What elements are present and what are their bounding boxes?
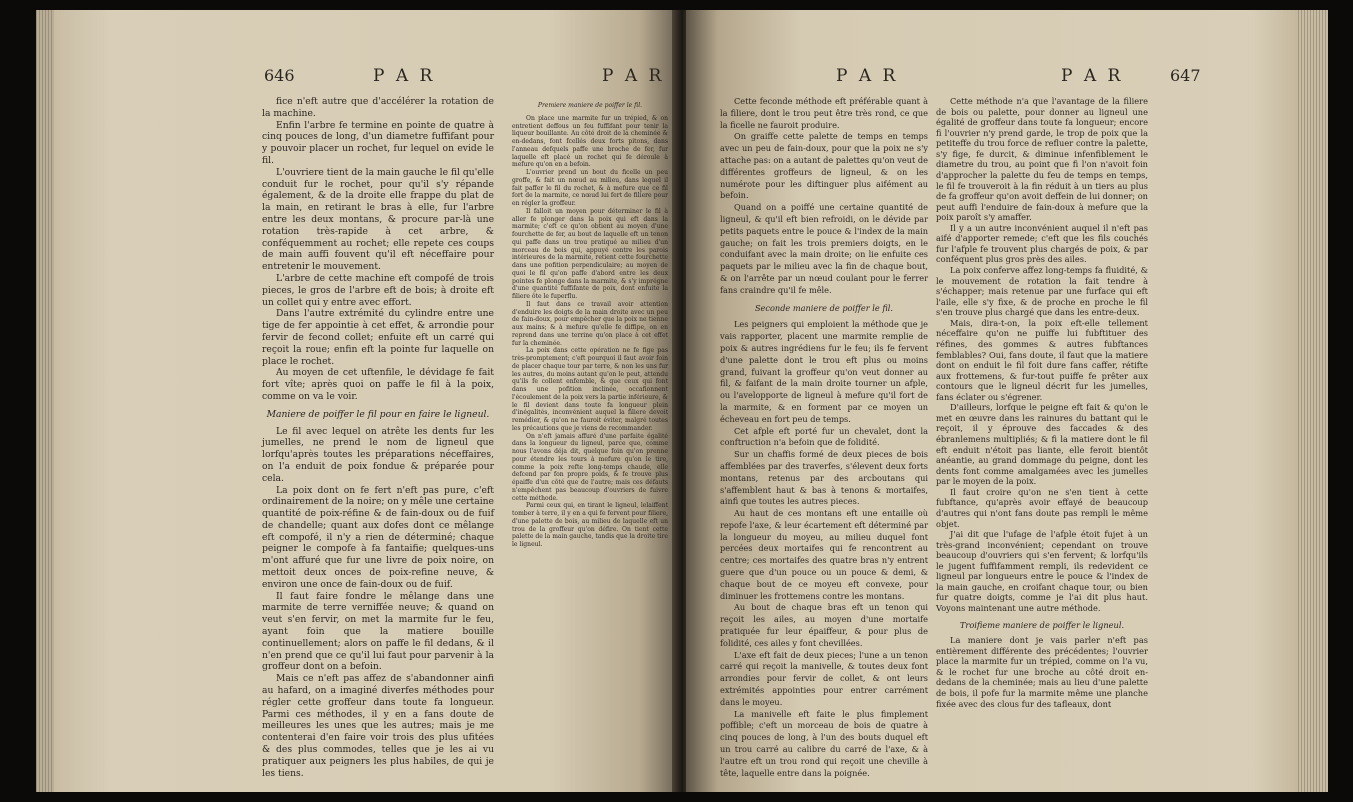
right-column-1 [720,96,928,779]
paragraph: La poix dans cette opération ne fe fige pas très-promptement; c'eft pourquoi il faut avoir foin de placer chaque tour par terre, & non les uns fur les autres, du moins autant qu'on le peut, attendu qu'ils fe collent enfemble, & que ceux qui font dans une pofition inclinée, occafionnent l'écoulement de la poix vers la partie inférieure, & le fil devient dans toute fa longueur plein d'inégalités, inconvénient auquel la filiere devoit remédier, & qu'on ne fauroit éviter, malgré toutes les précautions que je viens de recommander. [512,347,668,432]
open-book [36,10,1328,792]
paragraph: Cette feconde méthode eft préférable quant à la filiere, dont le trou peut être très rond, ce que la ficelle ne fauroit produire. [720,96,928,130]
paragraph: Il y a un autre inconvénient auquel il n'eft pas aifé d'apporter remede; c'eft que les fils couchés fur l'afple fe trouvent plus chargés de poix, & par conféquent plus gros près des ailes. [936,222,1148,265]
paragraph: L'ouvriere tient de la main gauche le fil qu'elle conduit fur le rochet, pour qu'il s'y répande également, & de la droite elle frappe du plat de la main, en retirant le bras à elle, fur l'arbre entre les deux montans, & procure par-là une rotation très-rapide à cet arbre, & conféquemment au rochet; elle repete ces coups de main auffi fouvent qu'il eft néceffaire pour entretenir le mouvement. [262,166,494,273]
paragraph: On graiffe cette palette de temps en temps avec un peu de fain-doux, pour que la poix ne s'y attache pas: on a autant de palettes qu'on veut de différentes groffeurs de ligneul, & on les numérote pour les diftinguer plus aifément au befoin. [720,131,928,201]
left-running-head [76,66,676,92]
paragraph: Il faut croire qu'on ne s'en tient à cette fubftance, qu'après avoir effayé de beaucoup d'autres qui n'ont fans doute pas rempli le même objet. [936,486,1148,529]
left-page-number: 646 [264,66,295,85]
paragraph: Les peigners qui emploient la méthode que je vais rapporter, placent une marmite remplie de poix & autres ingrédiens fur le feu; ils fe fervent d'une palette dont le trou eft plus ou moins grand, fuivant la groffeur qu'on veut donner au fil, & faifant de la main droite tourner un afple, ou l'avelopporte de ligneul à mefure qu'il fort de la marmite, & en forment par ce moyen un écheveau en fort peu de temps. [720,319,928,424]
right-page-edge [1298,10,1328,792]
left-column-1 [262,96,494,779]
paragraph: Il faut dans ce travail avoir attention d'enduire les doigts de la main droite avec un peu de fain-doux, pour empêcher que la poix ne tienne aux mains; & à mefure qu'elle fe diffipe, on en reprend dans une terrine qu'on place à cet effet fur la cheminée. [512,300,668,347]
section-heading: Maniere de poiffer le fil pour en faire le ligneul. [266,408,490,420]
right-head-right: P A R [1061,66,1124,86]
paragraph: Parmi ceux qui, en tirant le ligneul, lelaiffent tomber à terre, il y en a qui fe fervent pour filiere, d'une palette de bois, au milieu de laquelle eft un trou de la groffeur qu'on défire. On tient cette palette de la main gauche, tandis que la droite tire le ligneul. [512,502,668,548]
right-head-left: P A R [836,66,899,86]
paragraph: L'arbre de cette machine eft compofé de trois pieces, le gros de l'arbre eft de bois; à droite eft un collet qui y entre avec effort. [262,272,494,308]
paragraph: Mais, dira-t-on, la poix eft-elle tellement néceffaire qu'on ne puiffe lui fubftituer des réfines, des gommes & autres fubftances femblables? Oui, fans doute, il faut que la matiere dont on enduit le fil foit dure fans caffer, rétifte aux frottemens, & fur-tout puiffe fe prêter aux contours que le ligneul décrit fur les jumelles, fans éclater ou s'égrener. [936,317,1148,402]
paragraph: Quand on a poiffé une certaine quantité de ligneul, & qu'il eft bien refroidi, on le dévide par petits paquets entre le pouce & l'index de la main gauche; on fait les trois premiers doigts, en le conduifant avec la main droite; on lie enfuite ces paquets par le milieu avec la fin de chaque bout, & on l'arrête par un nœud coulant pour le ferrer fans craindre qu'il fe mêle. [720,202,928,295]
paragraph: Le fil avec lequel on atrête les dents fur les jumelles, ne prend le nom de ligneul que lorfqu'après toutes les préparations néceffaires, on l'a enduit de poix fondue & préparée pour cela. [262,425,494,484]
paragraph: Au bout de chaque bras eft un tenon qui reçoit les ailes, au moyen d'une mortaife pratiquée fur leur épaiffeur, & pour plus de folidité, ces ailes y font chevillées. [720,602,928,648]
paragraph: Il faut faire fondre le mêlange dans une marmite de terre verniffée neuve; & quand on veut s'en fervir, on met la marmite fur le feu, ayant foin que la matiere bouille continuellement; alors on paffe le fil dedans, & il n'en prend que ce qu'il lui faut pour parvenir à la groffeur dont on a befoin. [262,590,494,673]
section-heading: Seconde maniere de poiffer le fil. [754,302,894,313]
paragraph: Sur un chaffis formé de deux pieces de bois affemblées par des traverfes, s'élevent deux forts montans, retenus par des arcboutans qui s'affemblent haut & bas à tenons & mortaifes, ainfi que toutes les autres pieces. [720,449,928,507]
paragraph: La maniere dont je vais parler n'eft pas entièrement différente des précédentes; l'ouvrier place la marmite fur un trépied, comme on l'a vu, & le rochet fur une broche au côté droit en-dedans de la cheminée; mais au lieu d'une palette de bois, il pofe fur la marmite même une planche fixée avec des clous fur des tafleaux, dont [936,635,1148,709]
right-running-head [686,66,1326,92]
paragraph: Cette méthode n'a que l'avantage de la filiere de bois ou palette, pour donner au ligneul une égalité de groffeur dans toute fa longueur; encore fi l'ouvrier n'y prend garde, le trop de poix que la petiteffe du trou force de refluer contre la palette, s'y fige, fe durcit, & diminue infenfiblement le diametre du trou, au point que fi l'on n'avoit foin d'approcher la palette du feu de temps en temps, le fil fe trouveroit à la fin réduit à un tiers au plus de fa groffeur qu'on avoit deffein de lui donner; on peut auffi l'enduire de fain-doux à mefure que la poix paroît s'y amaffer. [936,96,1148,223]
paragraph: La manivelle eft faite le plus fimplement poffible; c'eft un morceau de bois de quatre à cinq pouces de long, à l'un des bouts duquel eft un trou carré au calibre du carré de l'axe, & à l'autre eft un trou rond qui reçoit une cheville à tête, laquelle entre dans la poignée. [720,708,928,778]
paragraph: D'ailleurs, lorfque le peigne eft fait & qu'on le met en œuvre dans les rainures du battant qui le reçoit, il y éprouve des faccades & des ébranlemens multipliés; & fi la matiere dont le fil eft enduit n'étoit pas liante, elle feroit bientôt anéantie, au grand dommage du peigne, dont les dents font comme amalgamées avec les jumelles par le moyen de la poix. [936,402,1148,487]
right-page-number: 647 [1170,66,1201,85]
paragraph: Il falloit un moyen pour déterminer le fil à aller fe plonger dans la poix qui eft dans la marmite; c'eft ce qu'on obtient au moyen d'une fourchette de fer, au bout de laquelle eft un tenon qui paffe dans un trou pratiqué au milieu d'un morceau de bois qui, appuyé contre les parois intérieures de la marmite, retient cette fourchette dans une pofition perpendiculaire; au moyen de quoi le fil qu'on paffe d'abord entre les deux pointes fe plonge dans la marmite, & s'y imprégne d'une quantité fuffifante de poix, dont enfuite la filiere ôte le fuperflu. [512,207,668,300]
right-page [686,10,1328,792]
paragraph: L'ouvrier prend un bout du ficelle un peu groffe, & fait un nœud au milieu, dans lequel il fait paffer le fil du rochet, & à mefure que ce fil fort de la marmite, ce nœud lui fert de filiere pour en régler la groffeur. [512,169,668,207]
paragraph: J'ai dit que l'ufage de l'afple étoit fujet à un très-grand inconvénient; cependant on trouve beaucoup d'ouvriers qui s'en fervent; & lorfqu'ils le jugent fuffifamment rempli, ils redevident ce ligneul par longueurs entre le pouce & l'index de la main gauche, en croifant chaque tour, ou bien fur quatre doigts, comme je l'ai dit plus haut. Voyons maintenant une autre méthode. [936,529,1148,613]
left-column-2 [512,96,668,549]
paragraph: Au moyen de cet uftenfile, le dévidage fe fait fort vîte; après quoi on paffe le fil à la poix, comme on va le voir. [262,367,494,402]
left-head-left: P A R [373,66,436,86]
paragraph: Dans l'autre extrémité du cylindre entre une tige de fer appointie à cet effet, & arrondie pour fervir de fecond collet; enfuite eft un carré qui reçoit la roue; enfin eft la pointe fur laquelle on place le rochet. [262,308,494,367]
section-heading: Premiere maniere de poiffer le fil. [537,102,643,109]
paragraph: La poix dont on fe fert n'eft pas pure, c'eft ordinairement de la noire; on y mêle une certaine quantité de poix-réfine & de fain-doux ou de fuif de chandelle; quant aux dofes dont ce mêlange eft compofé, il n'y a rien de déterminé; chaque peigner le compofe à fa fantaifie; quelques-uns m'ont affuré que fur une livre de poix noire, on mettoit deux onces de poix-refine neuve, & environ une once de fain-doux ou de fuif. [262,484,494,590]
left-page-edge [36,10,54,792]
paragraph: Cet afple eft porté fur un chevalet, dont la conftruction n'a befoin que de folidité. [720,425,928,448]
paragraph: Mais ce n'eft pas affez de s'abandonner ainfi au hafard, on a imaginé diverfes méthodes pour régler cette groffeur dans toute fa longueur. Parmi ces méthodes, il y en a fans doute de meilleures les unes que les autres; mais je me contenterai d'en faire voir trois des plus ufitées & des plus commodes, telles que je les ai vu pratiquer aux peigners les plus habiles, de qui je les tiens. [262,673,494,779]
paragraph: Enfin l'arbre fe termine en pointe de quatre à cinq pouces de long, d'un diametre fuffifant pour y pouvoir placer un rochet, fur lequel on evide le fil. [262,119,494,166]
left-head-right: P A R [602,66,665,86]
section-heading: Troifieme maniere de poiffer le ligneul. [959,619,1125,630]
paragraph: Au haut de ces montans eft une entaille où repofe l'axe, & leur écartement eft déterminé par la longueur du moyeu, au milieu duquel font percées deux mortaifes qui fe rencontrent au centre; ces mortaifes des quatre bras n'y entrent guere que d'un pouce ou un pouce & demi, & chaque bout de ce moyeu eft convexe, pour diminuer les frottemens contre les montans. [720,508,928,601]
paragraph: On n'eft jamais affuré d'une parfaite égalité dans la longueur du ligneul, parce que, comme nous l'avons déja dit, quelque foin qu'on prenne pour étendre les tours à mefure qu'on le tire, comme la poix refte long-temps chaude, elle defcend par fon propre poids, & fe trouve plus épaiffe d'un côté que de l'autre; mais ces défauts n'empêchent pas beaucoup d'ouvriers de fuivre cette méthode. [512,432,668,502]
paragraph: L'axe eft fait de deux pieces; l'une a un tenon carré qui reçoit la manivelle, & toutes deux font arrondies pour fervir de collet, & ont leurs extrémités appointies pour entrer carrément dans le moyeu. [720,649,928,707]
left-page [36,10,678,792]
paragraph: fice n'eft autre que d'accélérer la rotation de la machine. [262,96,494,119]
paragraph: La poix conferve affez long-temps fa fluidité, & le mouvement de rotation la fait tendre à s'échapper; mais retenue par une furface qui eft l'aile, elle s'y fixe, & de proche en proche le fil s'en trouve plus chargé que dans les entre-deux. [936,265,1148,318]
right-column-2 [936,96,1148,709]
paragraph: On place une marmite fur un trépied, & on entretient deffous un feu fuffifant pour tenir la liqueur bouillante. Au côté droit de la cheminée & en-dedans, font fcellés deux forts pitons, dans l'anneau defquels paffe une broche de fer, fur laquelle eft placé un rochet qui fe déroule à mefure qu'on en a befoin. [512,114,668,169]
